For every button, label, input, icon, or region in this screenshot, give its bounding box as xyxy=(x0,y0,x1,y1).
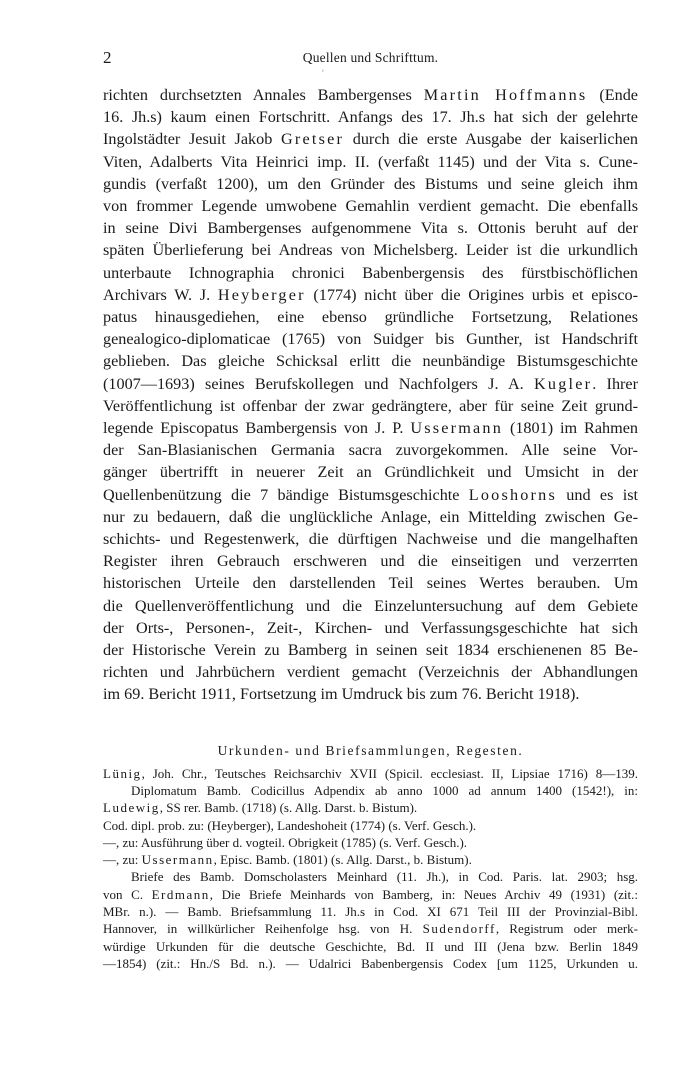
text-run: MBr. n.). — Bamb. Briefsammlung 11. Jh.s in Cod. XI 671 Teil III der Provinzial-Bibl. xyxy=(103,904,638,920)
text-line xyxy=(103,572,638,594)
text-run: 16. Jh.s) kaum einen Fortschritt. Anfangs des 17. Jh.s hat sich der gelehrte xyxy=(103,108,638,127)
text-run: im 69. Bericht 1911, Fortsetzung im Umdruck bis zum 76. Bericht 1918). xyxy=(103,685,580,704)
text-run: der Orts-, Personen-, Zeit-, Kirchen- und Verfassungsgeschichte hat sich xyxy=(103,618,638,637)
text-run: würdige Urkunden für die deutsche Geschichte, Bd. II und III (Jena bzw. Berlin 1849 xyxy=(103,938,638,954)
text-line xyxy=(103,262,638,284)
text-run: patus hinausgediehen, eine ebenso gründliche Fortsetzung, Relationes xyxy=(103,308,638,327)
text-line xyxy=(103,595,638,617)
text-run: von C. xyxy=(103,886,152,902)
text-line xyxy=(103,395,638,417)
spaced-name: Kugler xyxy=(534,374,593,393)
reference-line xyxy=(103,782,638,799)
text-line xyxy=(103,373,638,395)
text-line xyxy=(103,84,638,106)
reference-line xyxy=(103,817,638,834)
spaced-name: Martin Hoffmanns xyxy=(423,86,588,104)
text-run: legende Episcopatus Bambergensis von J. P. xyxy=(103,419,411,438)
text-run: Veröffentlichung ist offenbar der zwar gedrängtere, aber für seine Zeit grund- xyxy=(103,396,638,415)
text-run: der Historische Verein zu Bamberg in seinen seit 1834 erschienenen 85 Be- xyxy=(103,641,638,660)
text-line xyxy=(103,350,638,372)
text-run: , Die Briefe Meinhards von Bamberg, in: Neues Archiv 49 (1931) (zit.: xyxy=(209,886,638,902)
spaced-name: Ussermann xyxy=(141,852,214,868)
spaced-name: Sudendorff xyxy=(422,921,496,937)
body-paragraph xyxy=(103,84,638,706)
reference-line xyxy=(103,903,638,920)
top-mark: ʹ xyxy=(322,68,324,78)
text-run: (1801) im Rahmen xyxy=(503,419,638,438)
text-run: späten Überlieferung bei Andreas von Michelsberg. Leider ist die urkundlich xyxy=(103,241,638,260)
document-page xyxy=(103,48,638,972)
text-line xyxy=(103,284,638,306)
text-run: Viten, Adalberts Vita Heinrici imp. II. (verfaßt 1145) und der Vita s. Cune- xyxy=(103,152,638,171)
text-run: —1854) (zit.: Hn./S Bd. n.). — Udalrici Babenbergensis Codex [um 1125, Urkunden u. xyxy=(103,955,638,971)
text-line xyxy=(103,106,638,128)
text-line xyxy=(103,528,638,550)
reference-line xyxy=(103,765,638,782)
text-run: . Ihrer xyxy=(592,374,639,393)
text-run: unterbaute Ichnographia chronici Babenbergensis des fürstbischöflichen xyxy=(103,263,638,282)
text-run: richten durchsetzten Annales Bambergenses xyxy=(103,86,424,104)
text-line xyxy=(103,550,638,572)
text-run: der San-Blasianischen Germania sacra zuvorgekommen. Alle seine Vor- xyxy=(103,441,638,460)
running-head: Quellen und Schrifttum. xyxy=(302,50,439,65)
spaced-name: Heyberger xyxy=(217,285,306,304)
text-run: gundis (verfaßt 1200), um den Gründer des Bistums und seine gleich ihm xyxy=(103,174,638,193)
reference-line xyxy=(103,851,638,868)
text-run: (Ende xyxy=(587,86,638,104)
text-run: in seine Divi Bambergenses aufgenommene Vita s. Ottonis beruht auf der xyxy=(103,219,638,238)
text-line xyxy=(103,484,638,506)
text-run: geblieben. Das gleiche Schicksal erlitt die neunbändige Bistumsgeschichte xyxy=(103,352,638,371)
text-run: Quellenbenützung die 7 bändige Bistumsgeschichte xyxy=(103,485,469,504)
text-run: genealogico-diplomaticae (1765) von Suidger bis Gunther, ist Handschrift xyxy=(103,330,638,349)
text-run: (1774) nicht über die Origines urbis et episco- xyxy=(305,285,638,304)
spaced-name: Ussermann xyxy=(410,419,504,438)
text-line xyxy=(103,639,638,661)
text-run: Archivars W. J. xyxy=(103,285,218,304)
text-run: Register ihren Gebrauch erschweren und die einseitigen und verzerrten xyxy=(103,552,638,571)
text-run: nur zu bedauern, daß die unglückliche Anlage, ein Mittelding zwischen Ge- xyxy=(103,507,638,526)
text-run: Diplomatum Bamb. Codicillus Adpendix ab anno 1000 ad annum 1400 (1542!), in: xyxy=(131,782,638,798)
text-line xyxy=(103,506,638,528)
text-line xyxy=(103,461,638,483)
text-line xyxy=(103,128,638,150)
page-number: 2 xyxy=(103,48,112,67)
text-run: historischen Urteile den darstellenden Teil seines Wertes berauben. Um xyxy=(103,574,638,593)
text-run: —, zu: Ausführung über d. vogteil. Obrigkeit (1785) (s. Verf. Gesch.). xyxy=(103,834,468,850)
spaced-name: Lünig xyxy=(103,765,142,781)
text-line xyxy=(103,617,638,639)
text-run: Briefe des Bamb. Domscholasters Meinhard (11. Jh.), in Cod. Paris. lat. 2903; hsg. xyxy=(131,869,638,885)
text-run: gänger übertrifft in neuerer Zeit an Gründlichkeit und Umsicht in der xyxy=(103,463,638,482)
text-run: , Joh. Chr., Teutsches Reichsarchiv XVII (Spicil. ecclesiast. II, Lipsiae 1716) 8—139. xyxy=(141,765,638,781)
text-run: durch die erste Ausgabe der kaiserlichen xyxy=(344,130,638,149)
text-line xyxy=(103,195,638,217)
reference-line xyxy=(103,938,638,955)
reference-line xyxy=(103,886,638,903)
page-header xyxy=(103,48,638,70)
text-run: richten und Jahrbüchern verdient gemacht (Verzeichnis der Abhandlungen xyxy=(103,663,638,682)
text-run: die Quellenveröffentlichung und die Einzeluntersuchung auf dem Gebiete xyxy=(103,596,638,615)
spaced-name: Looshorns xyxy=(468,485,557,504)
text-run: —, zu: xyxy=(103,852,142,868)
text-line xyxy=(103,661,638,683)
reference-line xyxy=(103,955,638,972)
reference-list xyxy=(103,765,638,973)
reference-line xyxy=(103,799,638,816)
text-line xyxy=(103,328,638,350)
text-run: , SS rer. Bamb. (1718) (s. Allg. Darst. b. Bistum). xyxy=(159,800,418,816)
text-run: Ingolstädter Jesuit Jakob xyxy=(103,130,282,149)
text-line xyxy=(103,173,638,195)
text-line xyxy=(103,306,638,328)
text-run: schichts- und Regestenwerk, die dürftigen Nachweise und die mangelhaften xyxy=(103,530,638,549)
text-line xyxy=(103,151,638,173)
text-line xyxy=(103,239,638,261)
text-run: Hannover, in willkürlicher Reihenfolge hsg. von H. xyxy=(103,921,423,937)
text-run: Cod. dipl. prob. zu: (Heyberger), Landeshoheit (1774) (s. Verf. Gesch.). xyxy=(103,817,477,833)
text-run: (1007—1693) seines Berufskollegen und Nachfolgers J. A. xyxy=(103,374,535,393)
reference-line xyxy=(103,868,638,885)
text-line xyxy=(103,439,638,461)
text-run: , Registrum oder merk- xyxy=(495,921,638,937)
reference-line xyxy=(103,834,638,851)
spaced-name: Gretser xyxy=(281,130,345,149)
reference-line xyxy=(103,920,638,937)
text-run: , Episc. Bamb. (1801) (s. Allg. Darst., b. Bistum). xyxy=(213,852,472,868)
text-line xyxy=(103,217,638,239)
spaced-name: Ludewig xyxy=(103,800,160,816)
text-line xyxy=(103,683,638,705)
text-run: und es ist xyxy=(556,485,638,504)
text-line xyxy=(103,417,638,439)
spaced-name: Erdmann xyxy=(151,886,210,902)
text-run: von frommer Legende umwobene Gemahlin verdient gemacht. Die ebenfalls xyxy=(103,197,638,216)
section-heading: Urkunden- und Briefsammlungen, Regesten. xyxy=(217,742,524,758)
